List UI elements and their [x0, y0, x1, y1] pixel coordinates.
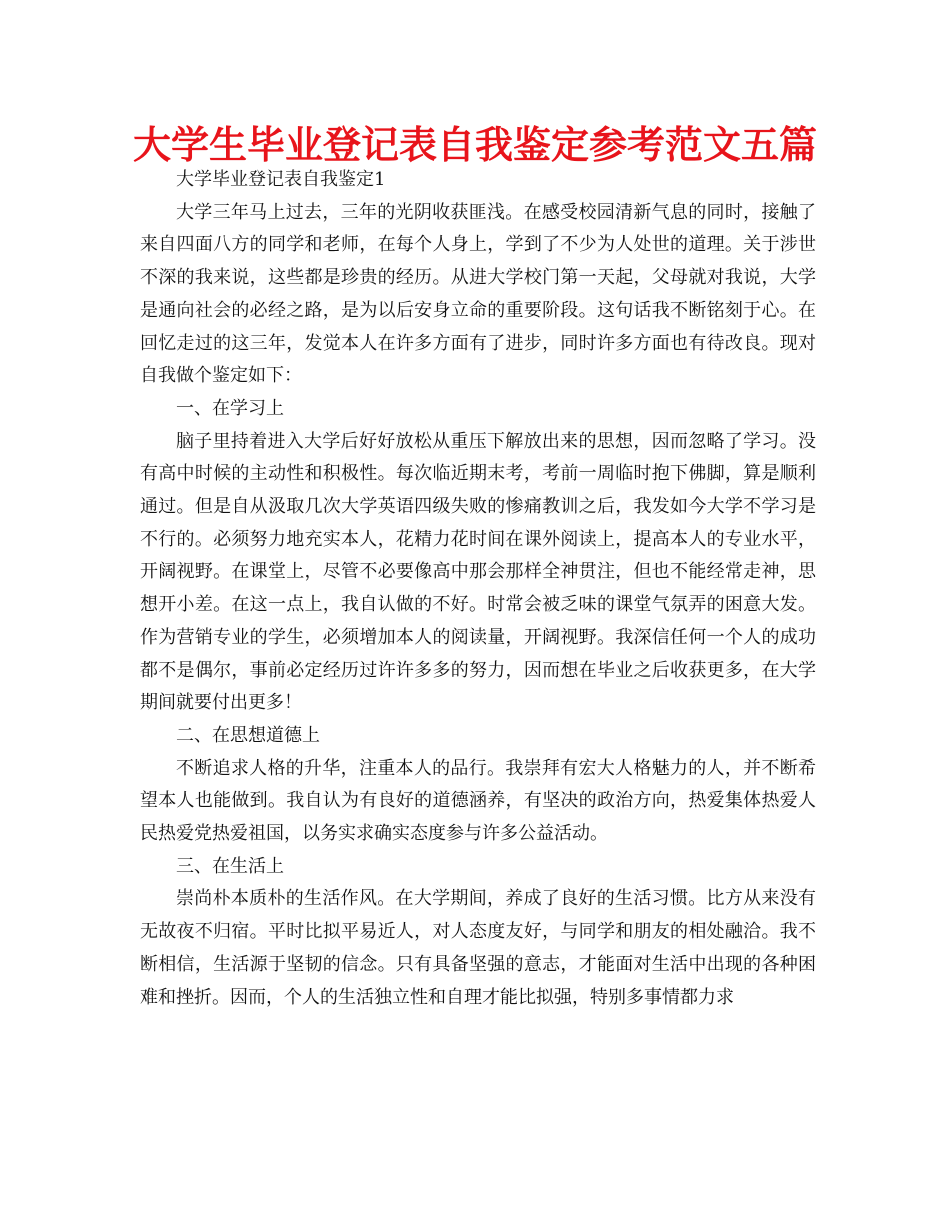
body-paragraph-study: 脑子里持着进入大学后好好放松从重压下解放出来的思想，因而忽略了学习。没有高中时候的主动性和积极性。每次临近期末考，考前一周临时抱下佛脚，算是顺利通过。但是自从汲取几次大学英语四级失败的惨痛教训之后，我发如今大学不学习是不行的。必须努力地充实本人，花精力花时间在课外阅读上，提高本人的专业水平，开阔视野。在课堂上，尽管不必要像高中那会那样全神贯注，但也不能经常走神，思想开小差。在这一点上，我自认做的不好。时常会被乏味的课堂气氛弄的困意大发。作为营销专业的学生，必须增加本人的阅读量，开阔视野。我深信任何一个人的成功都不是偶尔，事前必定经历过许许多多的努力，因而想在毕业之后收获更多，在大学期间就要付出更多！ — [140, 430, 816, 714]
document-title: 大学生毕业登记表自我鉴定参考范文五篇 — [132, 123, 817, 167]
document-body — [140, 164, 816, 1014]
body-paragraph-morality: 不断追求人格的升华，注重本人的品行。我崇拜有宏大人格魅力的人，并不断希望本人也能做到。我自认为有良好的道德涵养，有坚决的政治方向，热爱集体热爱人民热爱党热爱祖国，以务实求确实态度参与许多公益活动。 — [140, 757, 816, 845]
section-heading-study: 一、在学习上 — [176, 397, 284, 419]
body-paragraph-intro: 大学三年马上过去，三年的光阴收获匪浅。在感受校园清新气息的同时，接触了来自四面八方的同学和老师，在每个人身上，学到了不少为人处世的道理。关于涉世不深的我来说，这些都是珍贵的经历。从进大学校门第一天起，父母就对我说，大学是通向社会的必经之路，是为以后安身立命的重要阶段。这句话我不断铭刻于心。在回忆走过的这三年，发觉本人在许多方面有了进步，同时许多方面也有待改良。现对自我做个鉴定如下： — [140, 201, 816, 387]
section-heading-life: 三、在生活上 — [176, 855, 284, 877]
section-heading-morality: 二、在思想道德上 — [176, 724, 320, 746]
section-heading-essay-1: 大学毕业登记表自我鉴定1 — [176, 169, 386, 190]
body-paragraph-life: 崇尚朴本质朴的生活作风。在大学期间，养成了良好的生活习惯。比方从来没有无故夜不归宿。平时比拟平易近人，对人态度友好，与同学和朋友的相处融洽。我不断相信，生活源于坚韧的信念。只有具备坚强的意志，才能面对生活中出现的各种困难和挫折。因而，个人的生活独立性和自理才能比拟强，特别多事情都力求 — [140, 888, 816, 1008]
